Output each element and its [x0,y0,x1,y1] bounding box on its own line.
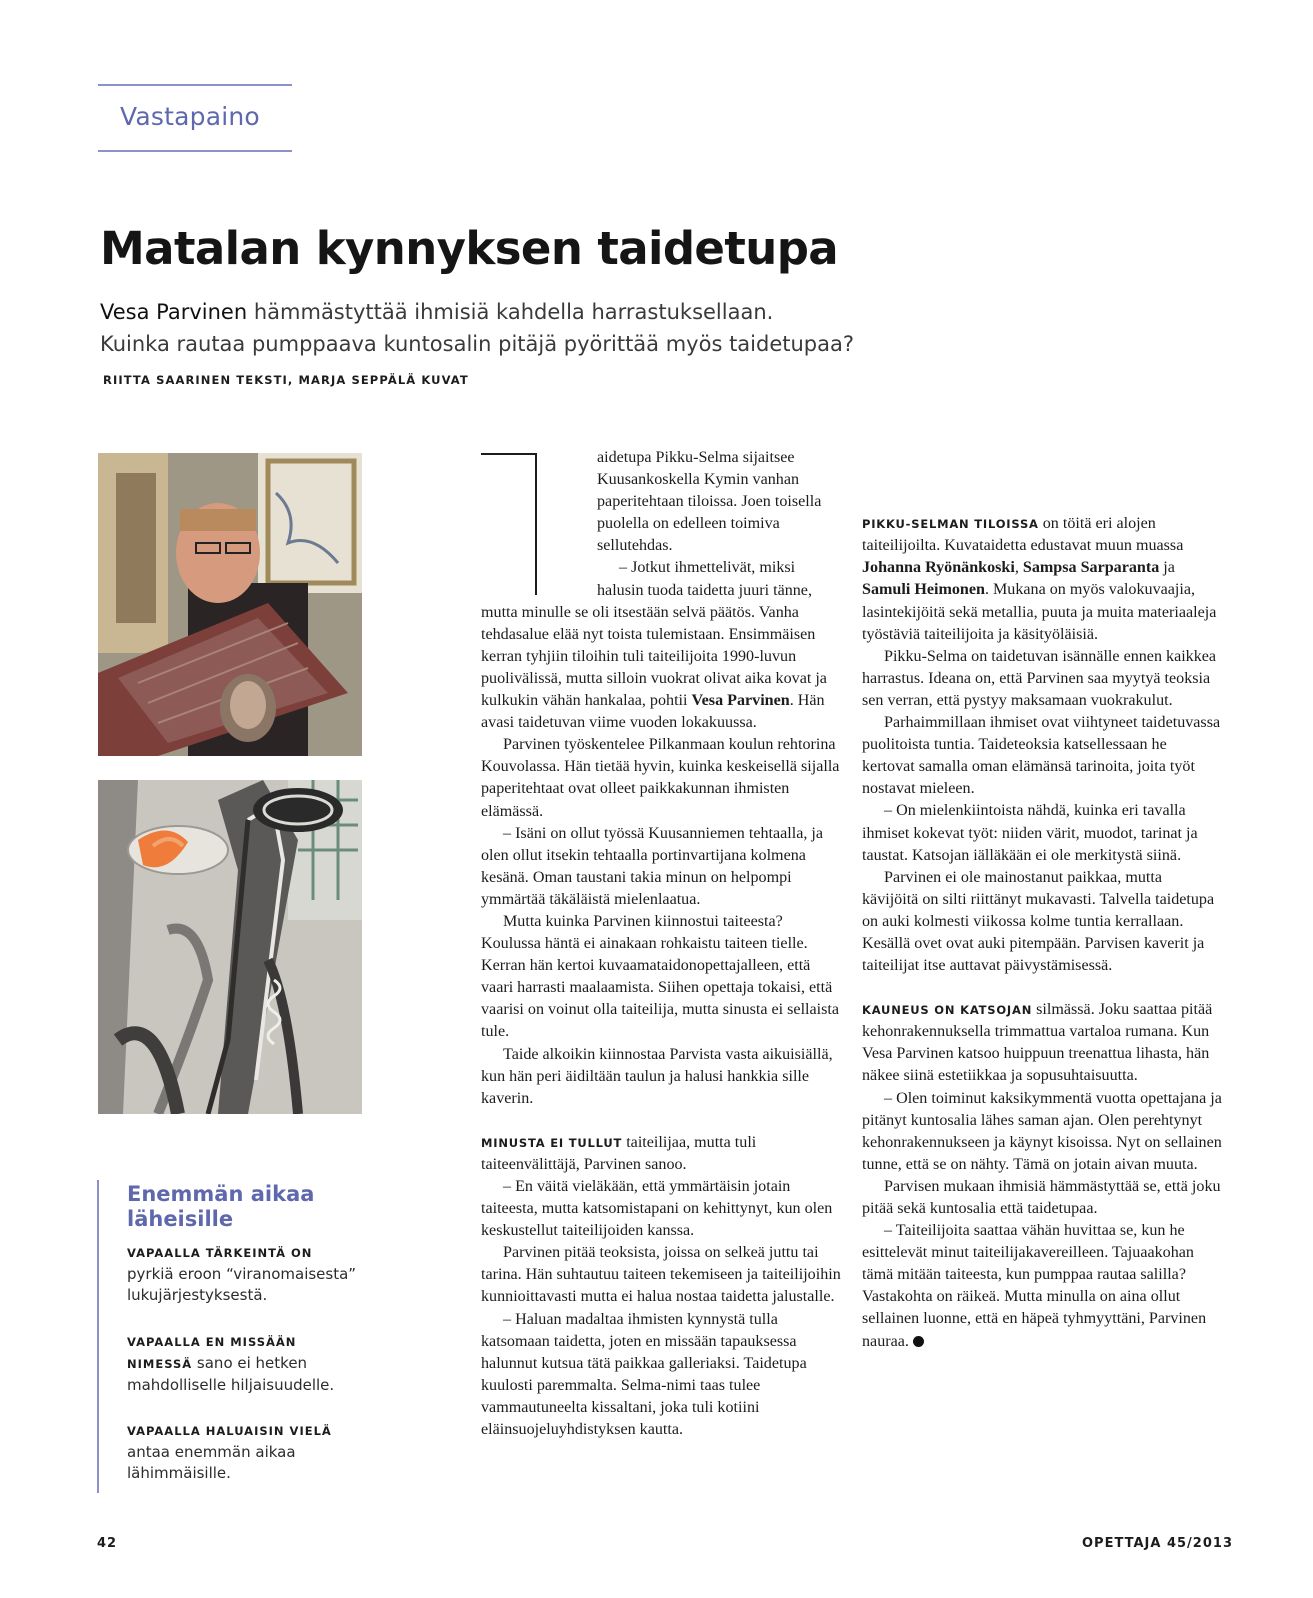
lead-paragraph [100,296,860,360]
paragraph-lead-in: MINUSTA EI TULLUT [481,1135,623,1150]
drop-cap-letter [481,447,482,448]
portrait-photo [98,453,362,756]
body-text: – Taiteilijoita saattaa vähän huvittaa se, kun he esittelevät minut taiteilijakavereilleen. Tajuaakohan tämä mitään taiteesta, kun pumppaa rautaa salilla? Vastakohta on räikeä. Mutta minulla on aina ollut sellainen luonne, että en häpeä tyhmyyttäni, Parvinen nauraa. [862,1222,1207,1350]
article-column-2 [862,447,1222,1353]
body-paragraph: Parvinen ei ole mainostanut paikkaa, mutta kävijöitä on silti riittänyt mukavasti. Talvella taidetupa on auki kolmesti viikossa kolme tuntia kerrallaan. Kesällä ovet ovat auki pitempään. Parvisen kaverit ja taiteilijat itse auttavat päivystämisessä. [862,868,1215,975]
drop-cap-bar [481,453,537,455]
sidebar-item-lead: VAPAALLA EN MISSÄÄN NIMESSÄ [127,1335,297,1371]
sidebar-item [127,1420,363,1484]
body-text: – Jotkut ihmettelivät, miksi halusin tuoda taidetta juuri tänne, mutta minulle se oli itsestään selvä päätös. Vanha tehdasalue elää nyt toista tulemistaan. Ensimmäisen kerran tyhjiin tiloihin tuli taiteilijoita 1990-luvun puolivälissä, mutta silloin vuokrat olivat aika kovat ja kulkukin vähän hankalaa, pohtii [481,559,827,710]
end-mark-icon [913,1336,924,1347]
sidebar-item-text: pyrkiä eroon “viranomaisesta” lukujärjestyksestä. [127,1265,357,1304]
person-name: Sampsa Sarparanta [1022,559,1160,577]
lead-line2: Kuinka rautaa pumppaava kuntosalin pitäjä pyörittää myös taidetupaa? [100,332,855,356]
sidebar-item-text: antaa enemmän aikaa lähimmäisille. [127,1443,296,1482]
body-text: taiteilijaa, mutta tuli taiteenvälittäjä, Parvinen sanoo. [481,1133,757,1173]
person-name: Samuli Heimonen [862,581,985,599]
body-paragraph [481,1132,841,1176]
section-label: Vastapaino [120,102,260,131]
glass-art-photo-art [98,780,362,1114]
body-text: . Hän avasi taidetuvan viime vuoden lokakuussa. [481,692,825,732]
headline: Matalan kynnyksen taidetupa [100,222,839,275]
body-paragraph: – Olen toiminut kaksikymmentä vuotta opettajana ja pitänyt kuntosalia lähes saman ajan. Olen perehtynyt kehonrakennukseen ja käynyt kisoissa. Nyt on sellainen tunne, että se on nähty. Tämä on jotain aivan muuta. [862,1089,1222,1173]
body-paragraph: Pikku-Selma on taidetuvan isännälle ennen kaikkea harrastus. Ideana on, että Parvinen saa myytyä teoksia sen verran, että pystyy maksamaan vuokrakulut. [862,647,1217,709]
drop-cap-stem [535,453,537,595]
person-name: Vesa Parvinen [691,692,790,710]
body-paragraph: Mutta kuinka Parvinen kiinnostui taiteesta? Koulussa häntä ei ainakaan rohkaistu taiteen tielle. Kerran hän kertoi kuvaamataidonopettajalleen, että vaari harrasti maalaamista. Siihen opettaja tokaisi, että vaarisi on voinut olla taiteilija, mutta sinusta ei sellaista tule. [481,912,840,1041]
glass-art-photo [98,780,362,1114]
body-paragraph [862,513,1222,646]
body-paragraph: – Haluan madaltaa ihmisten kynnystä tulla katsomaan taidetta, joten en missään tapauksessa halunnut kutsua tätä paikkaa galleriaksi. Taidetupa kuulosti paremmalta. Selma-nimi taas tulee vammautuneelta kissaltani, joka tuli kotiini eläinsuojeluyhdistyksen kautta. [481,1310,807,1439]
body-paragraph: – En väitä vieläkään, että ymmärtäisin jotain taiteesta, mutta katsomistapani on kehittynyt, kun olen keskustellut taiteilijoiden kanssa. [481,1178,833,1240]
body-paragraph: Parvisen mukaan ihmisiä hämmästyttää se, että joku pitää sekä kuntosalia että taidetupaa. [862,1177,1221,1217]
body-paragraph: – On mielenkiintoista nähdä, kuinka eri tavalla ihmiset kokevat työt: niiden värit, muodot, tarinat ja taustat. Katsojan iälläkään ei ole merkitystä siinä. [862,802,1198,864]
magazine-issue: OPETTAJA 45/2013 [1082,1536,1233,1551]
body-paragraph: – Isäni on ollut työssä Kuusanniemen tehtaalla, ja olen ollut itsekin tehtaalla portinvartijana kolmena kesänä. Oman taustani takia minun on helpompi ymmärtää täkäläistä mielenlaatua. [481,824,824,908]
body-text: on töitä eri alojen taiteilijoilta. Kuvataidetta edustavat muun muassa [862,515,1184,555]
paragraph-lead-in: PIKKU-SELMAN TILOISSA [862,517,1039,532]
paragraph-lead-in: KAUNEUS ON KATSOJAN [862,1003,1033,1018]
sidebar-item [127,1242,363,1306]
lead-name: Vesa Parvinen [100,300,248,324]
sidebar-title: Enemmän aikaa läheisille [127,1182,315,1231]
body-text: ja [1159,559,1175,577]
sidebar-box [97,1180,364,1493]
body-text: silmässä. Joku saattaa pitää kehonrakennuksella trimmattua vartaloa rumana. Kun Vesa Parvinen katsoo huippuun treenattua lihasta, hän näkee siinä estetiikkaa ja sopusuhtaisuutta. [862,1001,1213,1085]
sidebar-item-lead: VAPAALLA HALUAISIN VIELÄ [127,1424,332,1438]
body-paragraph: Parvinen työskentelee Pilkanmaan koulun rehtorina Kouvolassa. Hän tietää hyvin, kuinka keskeisellä sijalla paperitehtaat ovat olleet paikkakunnan ihmisten elämässä. [481,736,840,820]
body-paragraph: Taide alkoikin kiinnostaa Parvista vasta aikuisiällä, kun hän peri äidiltään taulun ja halusi hankkia sille kaverin. [481,1045,833,1107]
sidebar-item-lead: VAPAALLA TÄRKEINTÄ ON [127,1246,313,1260]
body-paragraph: aidetupa Pikku-Selma sijaitsee Kuusankoskella Kymin vanhan paperitehtaan tiloissa. Joen toisella puolella on edelleen toimiva sellutehdas. [597,449,822,555]
body-paragraph [862,1220,1222,1353]
column-continuation-spacer [862,447,1222,491]
article-column-1 [481,447,841,1441]
sidebar-item [127,1331,363,1396]
portrait-photo-art [98,453,362,756]
lead-line1: hämmästyttää ihmisiä kahdella harrastuksellaan. [247,300,774,324]
body-paragraph: Parhaimmillaan ihmiset ovat viihtyneet taidetuvassa puolitoista tuntia. Taideteoksia katsellessaan he kertovat samalla oman elämänsä tarinoita, joita työt nostavat mieleen. [862,714,1221,798]
body-text: , [1014,559,1023,577]
byline: RIITTA SAARINEN TEKSTI, MARJA SEPPÄLÄ KUVAT [103,373,469,387]
body-paragraph [862,999,1222,1087]
body-paragraph: Parvinen pitää teoksista, joissa on selkeä juttu tai tarina. Hän suhtautuu taiteen tekemiseen ja taiteilijoihin kunnioittavasti mutta ei halua nostaa taidetta jalustalle. [481,1244,841,1306]
page-number: 42 [97,1536,118,1551]
body-text: . Mukana on myös valokuvaajia, lasintekijöitä sekä metallia, puuta ja muita materiaaleja työstäviä taiteilijoita ja käsityöläisiä. [862,581,1217,643]
sidebar-item-text: sano ei hetken mahdolliselle hiljaisuudelle. [127,1354,335,1394]
drop-cap [481,447,597,595]
person-name: Johanna Ryönänkoski [862,559,1015,577]
section-tag [98,84,292,152]
